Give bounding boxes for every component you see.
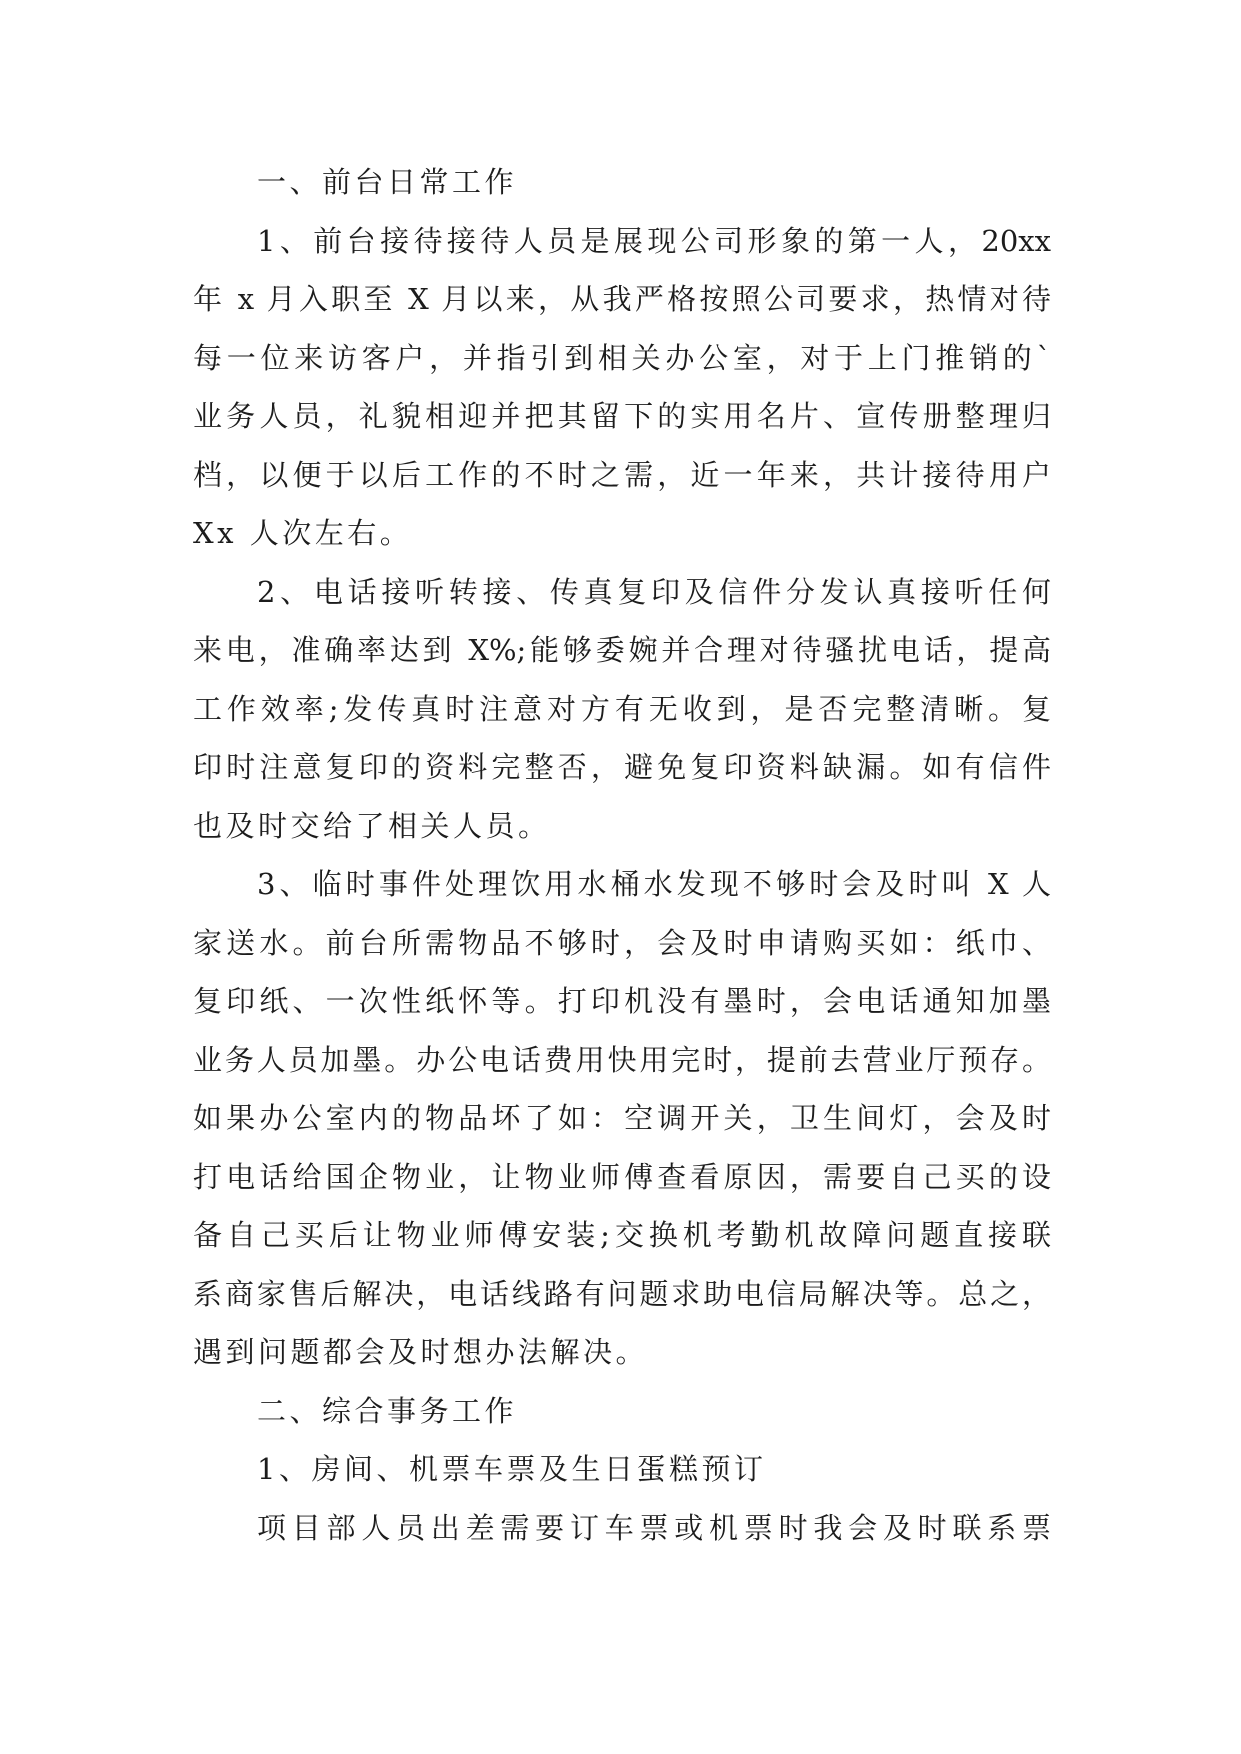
paragraph-line: 印时注意复印的资料完整否，避免复印资料缺漏。如有信件 (193, 750, 1051, 784)
paragraph-line: 如果办公室内的物品坏了如：空调开关，卫生间灯，会及时 (193, 1101, 1051, 1135)
paragraph-line: 每一位来访客户，并指引到相关办公室，对于上门推销的` (193, 340, 1051, 375)
paragraph-line: 复印纸、一次性纸怀等。打印机没有墨时，会电话通知加墨 (193, 984, 1051, 1018)
section-heading (193, 1382, 1051, 1441)
paragraph-line: 项目部人员出差需要订车票或机票时我会及时联系票 (257, 1510, 1051, 1545)
heading-line: 二、综合事务工作 (257, 1393, 518, 1428)
paragraph (193, 212, 1051, 563)
subsection-heading (193, 1440, 1051, 1499)
paragraph-line: 家送水。前台所需物品不够时，会及时申请购买如：纸巾、 (193, 925, 1051, 960)
paragraph-line: 打电话给国企物业，让物业师傅查看原因，需要自己买的设 (193, 1159, 1051, 1194)
paragraph (193, 1499, 1051, 1558)
heading-line: 1、房间、机票车票及生日蛋糕预订 (257, 1452, 767, 1486)
paragraph-line: 来电，准确率达到 X%;能够委婉并合理对待骚扰电话，提高 (193, 633, 1051, 667)
heading-line: 一、前台日常工作 (257, 165, 518, 199)
paragraph-line: 也及时交给了相关人员。 (193, 808, 551, 843)
paragraph-line: 业务人员加墨。办公电话费用快用完时，提前去营业厅预存。 (193, 1042, 1051, 1077)
paragraph (193, 563, 1051, 856)
section-heading (193, 153, 1051, 212)
paragraph (193, 855, 1051, 1382)
paragraph-line: 工作效率;发传真时注意对方有无收到，是否完整清晰。复 (193, 691, 1051, 726)
paragraph-line: Xx 人次左右。 (193, 516, 413, 550)
paragraph-line: 年 x 月入职至 X 月以来，从我严格按照公司要求，热情对待 (193, 282, 1051, 316)
paragraph-line: 2、电话接听转接、传真复印及信件分发认真接听任何 (257, 574, 1051, 609)
paragraph-line: 3、临时事件处理饮用水桶水发现不够时会及时叫 X 人 (257, 867, 1051, 901)
paragraph-line: 档，以便于以后工作的不时之需，近一年来，共计接待用户 (193, 457, 1051, 492)
paragraph-line: 1、前台接待接待人员是展现公司形象的第一人，20xx (257, 223, 1051, 258)
paragraph-line: 遇到问题都会及时想办法解决。 (193, 1335, 649, 1369)
paragraph-line: 业务人员，礼貌相迎并把其留下的实用名片、宣传册整理归 (193, 399, 1051, 433)
paragraph-line: 备自己买后让物业师傅安装;交换机考勤机故障问题直接联 (193, 1218, 1051, 1252)
paragraph-line: 系商家售后解决，电话线路有问题求助电信局解决等。总之， (193, 1276, 1051, 1311)
